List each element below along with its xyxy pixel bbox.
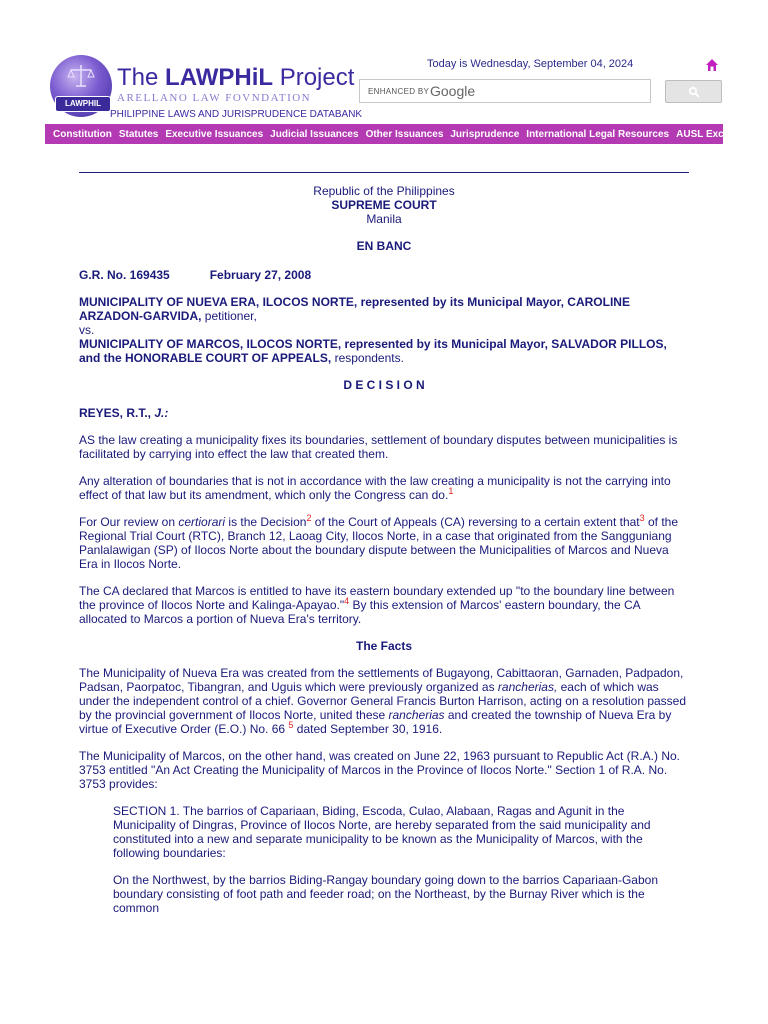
databank-tagline: PHILIPPINE LAWS AND JURISPRUDENCE DATABANK <box>110 109 363 120</box>
nav-constitution[interactable]: Constitution <box>53 128 112 140</box>
nav-ausl-exclusive[interactable]: AUSL Exclusive <box>676 128 753 140</box>
nav-other-issuances[interactable]: Other Issuances <box>365 128 444 140</box>
search-input[interactable] <box>359 79 651 103</box>
nav-executive-issuances[interactable]: Executive Issuances <box>165 128 264 140</box>
home-icon[interactable] <box>705 58 719 72</box>
republic-line: Republic of the Philippines <box>313 184 455 198</box>
foundation-name: ARELLANO LAW FOVNDATION <box>117 92 312 104</box>
facts-heading: The Facts <box>355 639 412 653</box>
paragraph-3: For Our review on certiorari is the Decision$^2$ of the Court of Appeals (CA) reversing to a certain extent that$^3$ of the Regional Trial Court (RTC), Branch 12, Laoag City, Ilocos Norte, in a case that originated from the Sangguniang Panlalawigan (SP) of Ilocos Norte about the boundary dispute between the Municipalities of Marcos and Nueva Era in Ilocos Norte. <box>79 513 678 571</box>
footnote-link-4[interactable]: 4 <box>344 596 350 606</box>
paragraph-2: Any alteration of boundaries that is not in accordance with the law creating a municipality is not the carrying into effect of that law but its amendment, which only the Congress can do.$^1$ <box>79 474 671 502</box>
quote-section-1: SECTION 1. The barrios of Capariaan, Biding, Escoda, Culao, Alabaan, Ragas and Agunit in the Municipality of Dingras, Province of Ilocos Norte, are hereby separated from the said municipality and constituted into a new and separate municipality to be known as the Municipality of Marcos, with the following boundaries: <box>113 804 651 860</box>
search-icon <box>688 86 700 98</box>
google-label: Google <box>430 83 476 99</box>
logo-badge: LAWPHIL <box>55 96 111 112</box>
paragraph-5: The Municipality of Nueva Era was created from the settlements of Bugayong, Cabittaoran, Garnaden, Padpadon, Padsan, Paorpatoc, Tibangran, and Uguis which were previously organized as rancherias, each of which was under the independent control of a chief. Governor General Francis Burton Harrison, acting on a resolution passed by the provincial government of Ilocos Norte, united these rancherias and created the township of Nueva Era by virtue of Executive Order (E.O.) No. 66 $^5$ dated September 30, 1916. <box>79 666 687 736</box>
scales-of-justice-icon <box>66 62 96 92</box>
nav-judicial-issuances[interactable]: Judicial Issuances <box>270 128 359 140</box>
main-nav <box>45 124 753 144</box>
court-heading <box>79 184 689 226</box>
decision-document <box>79 184 689 915</box>
site-header <box>0 0 768 146</box>
nav-jurisprudence[interactable]: Jurisprudence <box>450 128 520 140</box>
footnote-link-1[interactable]: 1 <box>448 486 454 496</box>
nav-statutes[interactable]: Statutes <box>118 128 159 140</box>
footnote-link-5[interactable]: 5 <box>288 720 294 730</box>
ponente: REYES, R.T., J.: <box>79 406 169 420</box>
quote-boundaries: On the Northwest, by the barrios Biding-Rangay boundary going down to the barrios Capariaan-Gabon boundary consisting of foot path and feeder road; on the Northeast, by the Burnay River which is the common <box>113 873 658 915</box>
decision-heading: D E C I S I O N <box>343 378 425 392</box>
respondent: MUNICIPALITY OF MARCOS, ILOCOS NORTE, represented by its Municipal Mayor, SALVADOR PILLOS, and the HONORABLE COURT OF APPEALS, respondents. <box>79 337 667 365</box>
enhanced-by-label: ENHANCED BY <box>368 87 430 96</box>
court-city: Manila <box>366 212 402 226</box>
court-name: SUPREME COURT <box>331 198 437 212</box>
footnote-link-2[interactable]: 2 <box>306 513 312 523</box>
division: EN BANC <box>356 239 412 253</box>
paragraph-4: The CA declared that Marcos is entitled to have its eastern boundary extended up "to the boundary line between the province of Ilocos Norte and Kalinga-Apayao."$^4$ By this extension of Marcos' eastern boundary, the CA allocated to Marcos a portion of Nueva Era's territory. <box>79 584 675 626</box>
versus: vs. <box>79 323 95 337</box>
divider <box>79 172 689 173</box>
site-title[interactable]: The LAWPHiL Project <box>117 64 355 91</box>
paragraph-6: The Municipality of Marcos, on the other hand, was created on June 22, 1963 pursuant to Republic Act (R.A.) No. 3753 entitled "An Act Creating the Municipality of Marcos in the Province of Ilocos Norte." Section 1 of R.A. No. 3753 provides: <box>79 749 680 791</box>
nav-international-legal-resources[interactable]: International Legal Resources <box>526 128 670 140</box>
case-number-line <box>79 268 689 282</box>
today-date: Today is Wednesday, September 04, 2024 <box>427 58 634 70</box>
footnote-link-3[interactable]: 3 <box>639 513 645 523</box>
gr-number: G.R. No. 169435 <box>79 268 170 282</box>
decision-date: February 27, 2008 <box>209 268 312 282</box>
petitioner: MUNICIPALITY OF NUEVA ERA, ILOCOS NORTE, represented by its Municipal Mayor, CAROLINE ARZADON-GARVIDA, petitioner, <box>79 295 630 323</box>
paragraph-1: AS the law creating a municipality fixes its boundaries, settlement of boundary disputes between municipalities is facilitated by carrying into effect the law that created them. <box>79 433 678 461</box>
search-button[interactable] <box>665 80 722 103</box>
